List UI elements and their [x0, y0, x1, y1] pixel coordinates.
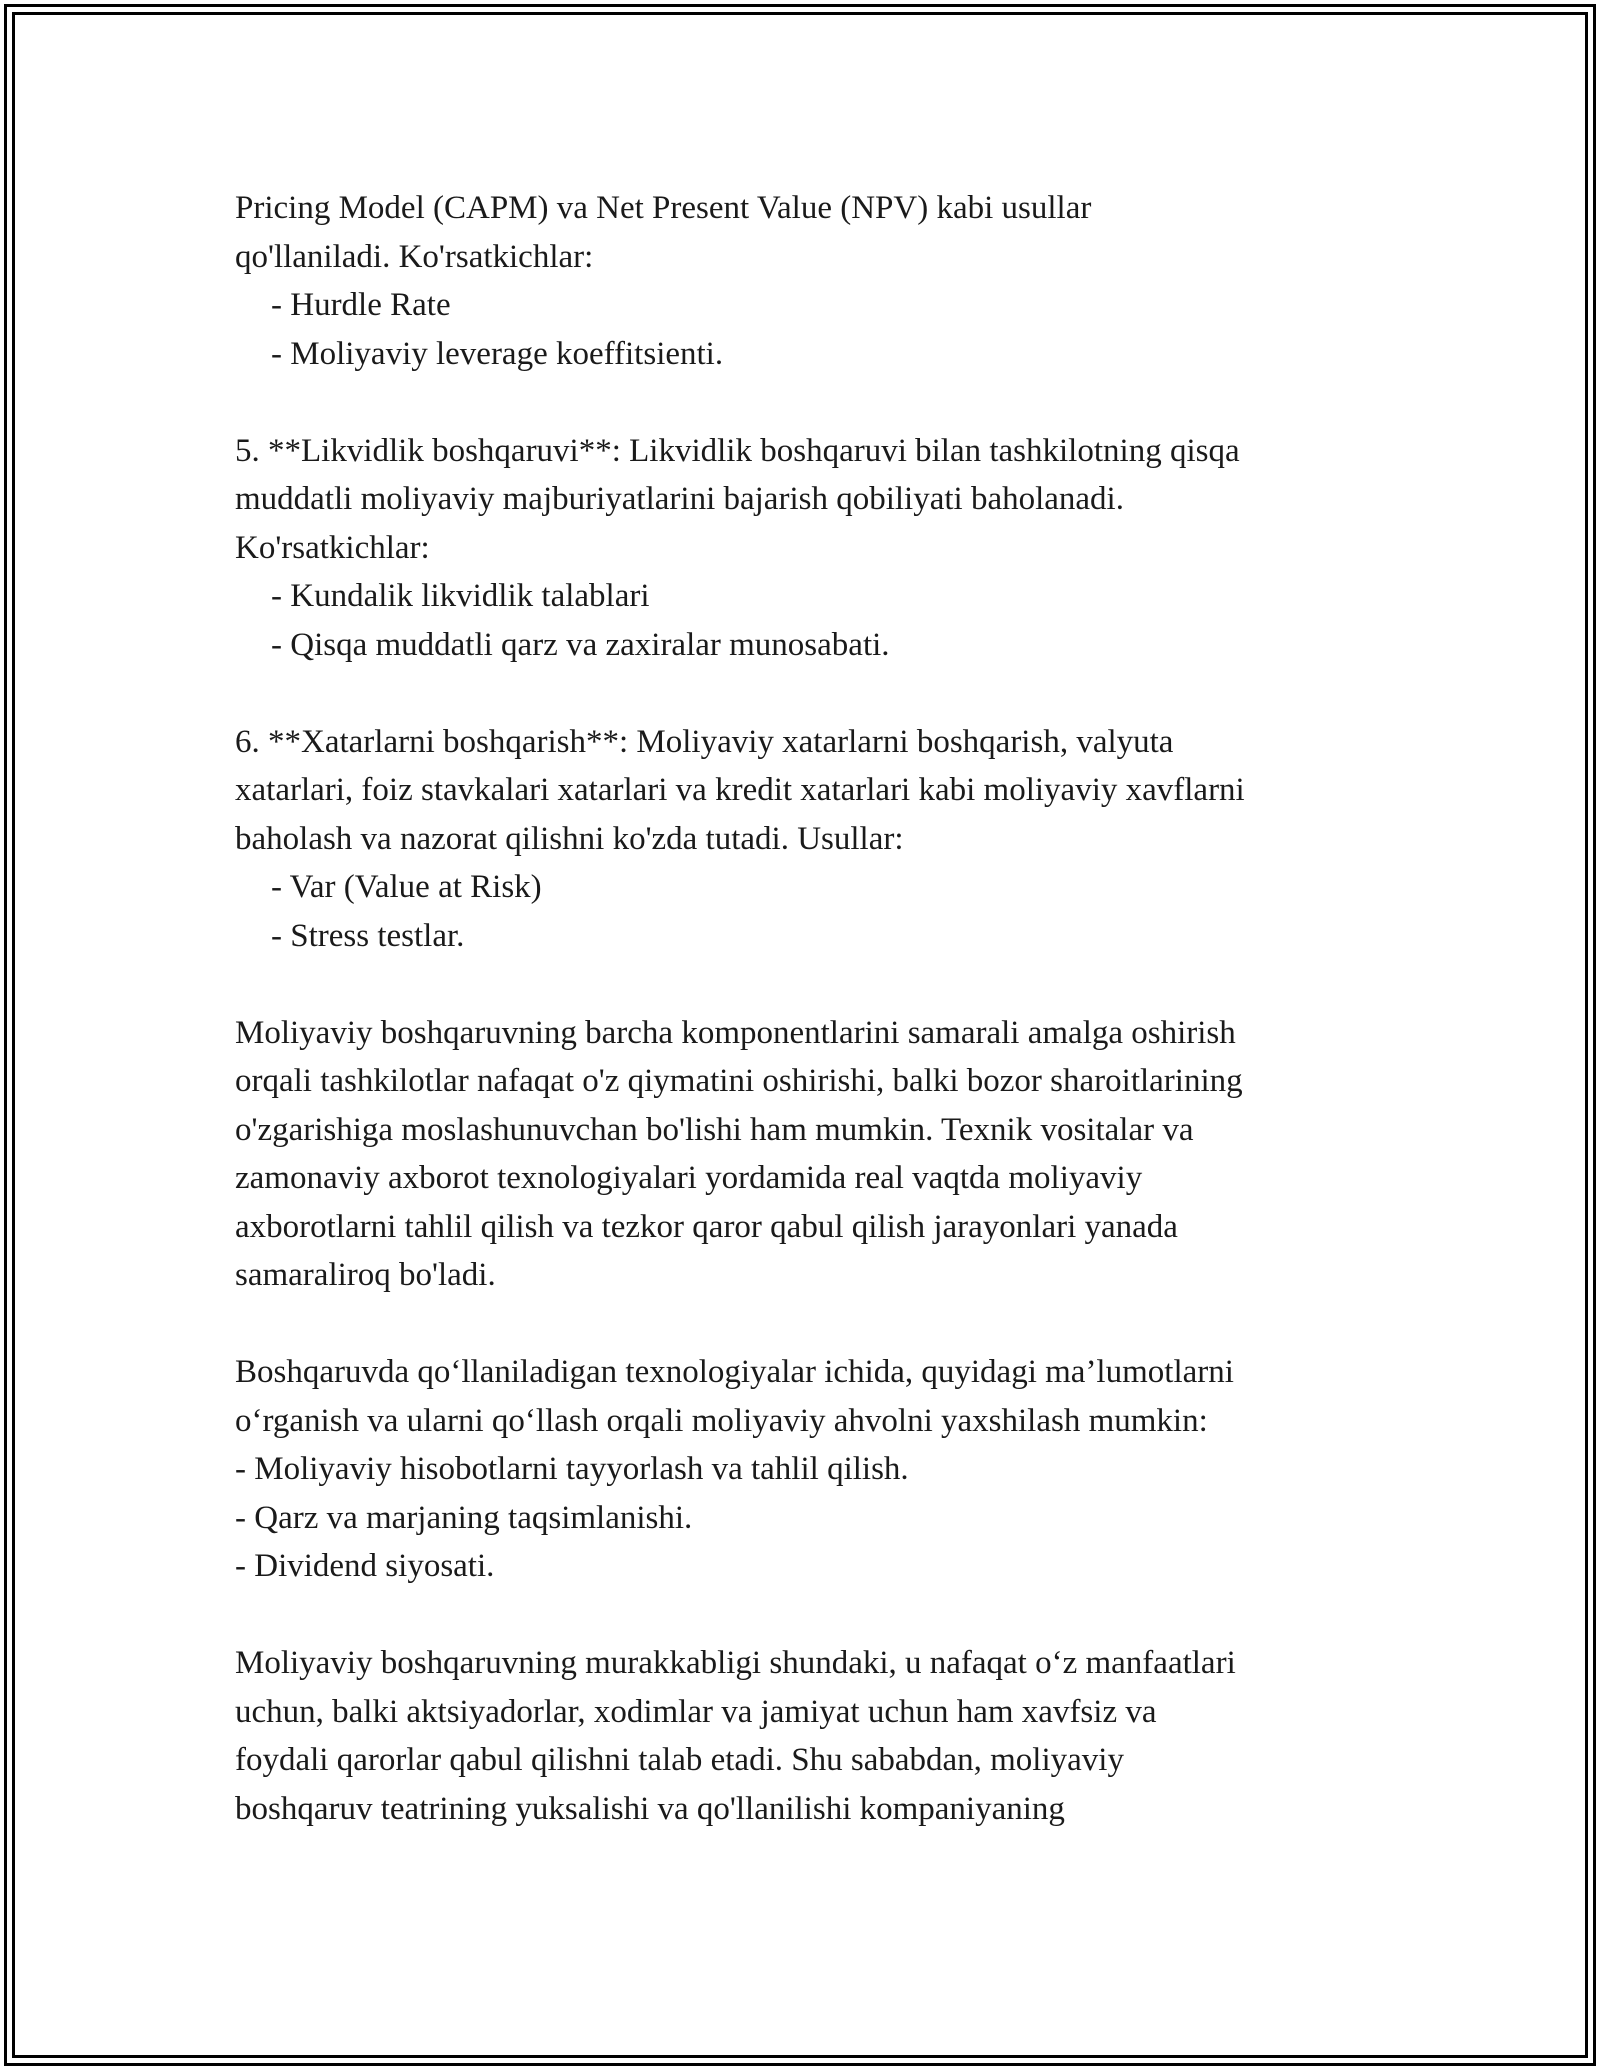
list-item-line: - Hurdle Rate — [271, 287, 451, 323]
list-item-line: - Stress testlar. — [271, 917, 465, 954]
paragraph — [235, 1348, 1385, 1591]
text-line: axborotlarni tahlil qilish va tezkor qaror qabul qilish jarayonlari yanada — [235, 1208, 1178, 1245]
text-line: - Dividend siyosati. — [235, 1548, 495, 1584]
text-line: boshqaruv teatrining yuksalishi va qo'llanilishi kompaniyaning — [235, 1790, 1065, 1827]
text-line: qo'llaniladi. Ko'rsatkichlar: — [235, 238, 594, 275]
text-line: 5. **Likvidlik boshqaruvi**: Likvidlik boshqaruvi bilan tashkilotning qisqa — [235, 432, 1240, 469]
text-line: Boshqaruvda qo‘llaniladigan texnologiyalar ichida, quyidagi ma’lumotlarni — [235, 1354, 1234, 1390]
text-line: o‘rganish va ularni qo‘llash orqali moliyaviy ahvolni yaxshilash mumkin: — [235, 1402, 1208, 1439]
text-line: orqali tashkilotlar nafaqat o'z qiymatini oshirishi, balki bozor sharoitlarining — [235, 1063, 1243, 1099]
text-line: Moliyaviy boshqaruvning barcha komponentlarini samarali amalga oshirish — [235, 1014, 1236, 1051]
paragraph — [235, 718, 1385, 961]
text-line: zamonaviy axborot texnologiyalari yordamida real vaqtda moliyaviy — [235, 1160, 1143, 1196]
list-item-line: - Var (Value at Risk) — [271, 869, 542, 905]
list-item-line: - Kundalik likvidlik talablari — [271, 578, 650, 614]
text-line: baholash va nazorat qilishni ko'zda tutadi. Usullar: — [235, 820, 904, 857]
text-line: o'zgarishiga moslashunuvchan bo'lishi ham mumkin. Texnik vositalar va — [235, 1111, 1194, 1148]
text-line: 6. **Xatarlarni boshqarish**: Moliyaviy xatarlarni boshqarish, valyuta — [235, 723, 1174, 760]
text-line: Ko'rsatkichlar: — [235, 529, 430, 566]
paragraph — [235, 1009, 1385, 1300]
document-body — [235, 184, 1385, 1833]
text-line: muddatli moliyaviy majburiyatlarini bajarish qobiliyati baholanadi. — [235, 481, 1124, 517]
paragraph — [235, 184, 1385, 378]
text-line: Moliyaviy boshqaruvning murakkabligi shundaki, u nafaqat o‘z manfaatlari — [235, 1645, 1236, 1681]
text-line: uchun, balki aktsiyadorlar, xodimlar va jamiyat uchun ham xavfsiz va — [235, 1693, 1157, 1730]
list-item-line: - Qisqa muddatli qarz va zaxiralar munosabati. — [271, 626, 890, 663]
text-line: xatarlari, foiz stavkalari xatarlari va kredit xatarlari kabi moliyaviy xavflarni — [235, 772, 1245, 808]
text-line: samaraliroq bo'ladi. — [235, 1257, 496, 1293]
text-line: foydali qarorlar qabul qilishni talab etadi. Shu sababdan, moliyaviy — [235, 1742, 1124, 1778]
list-item-line: - Moliyaviy leverage koeffitsienti. — [271, 335, 724, 372]
text-line: - Qarz va marjaning taqsimlanishi. — [235, 1499, 693, 1536]
paragraph — [235, 427, 1385, 670]
paragraph — [235, 1639, 1385, 1833]
text-line: - Moliyaviy hisobotlarni tayyorlash va tahlil qilish. — [235, 1451, 909, 1487]
text-line: Pricing Model (CAPM) va Net Present Value (NPV) kabi usullar — [235, 190, 1092, 226]
